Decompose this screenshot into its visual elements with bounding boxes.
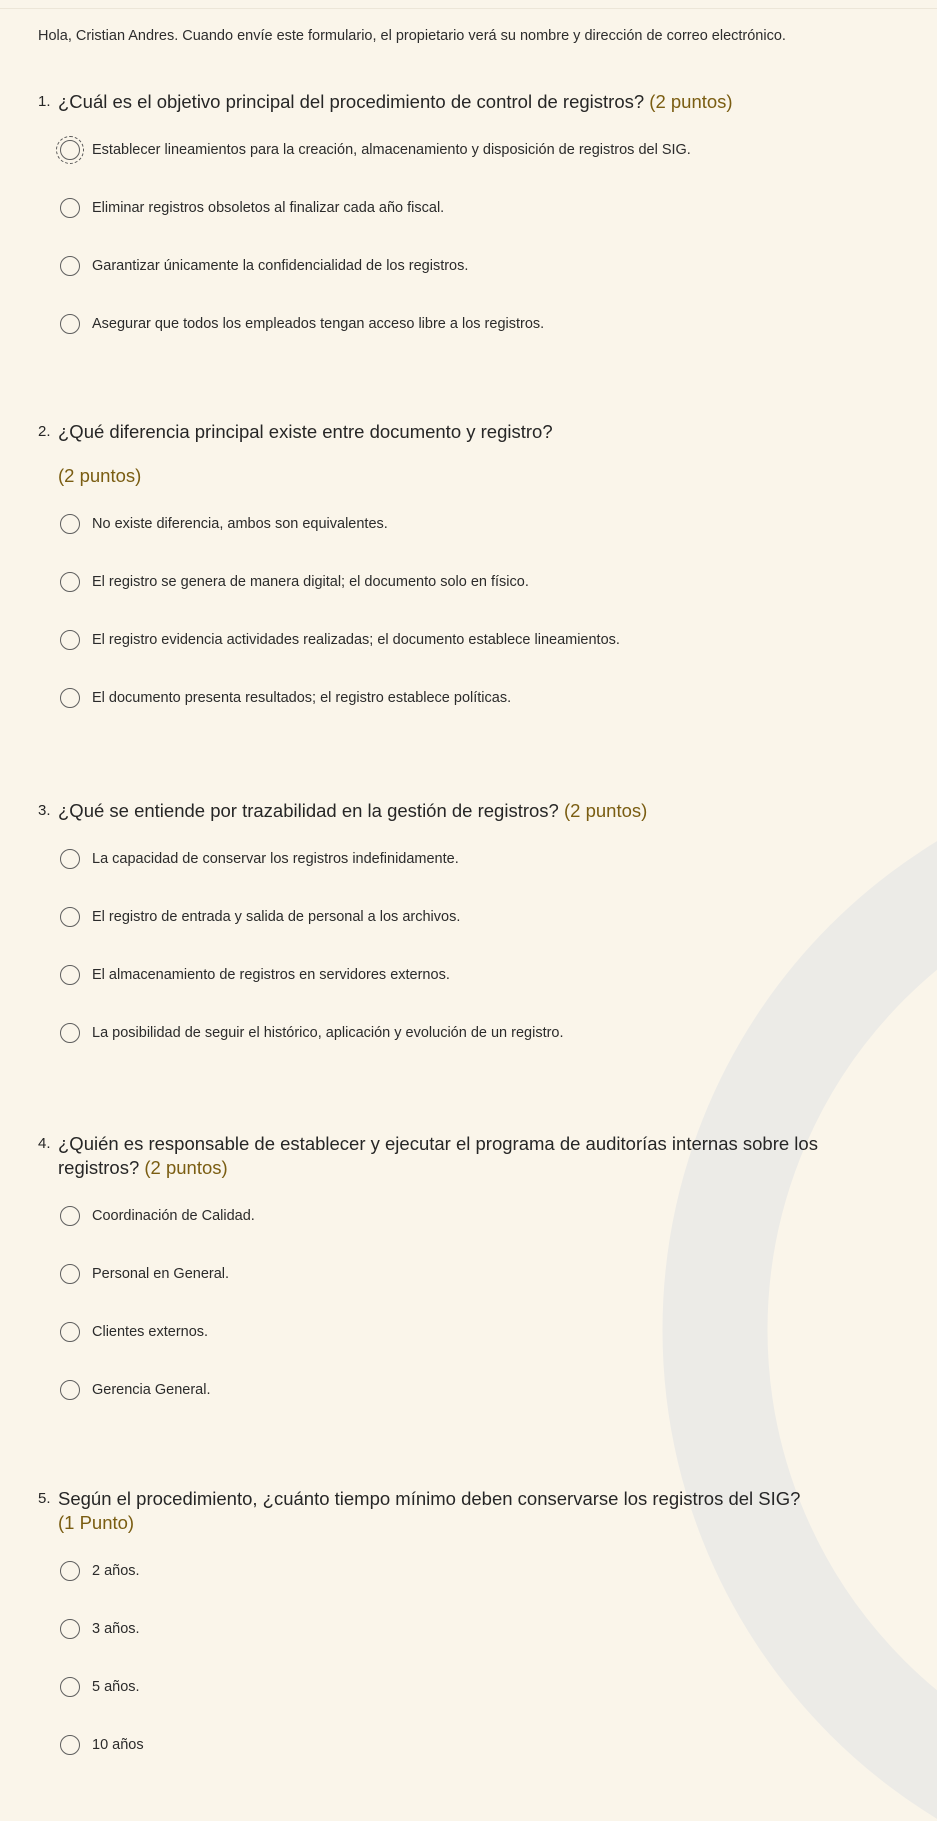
option-label: La capacidad de conservar los registros indefinidamente. xyxy=(92,850,459,867)
option-5a[interactable] xyxy=(60,1559,898,1582)
question-4 xyxy=(38,1132,898,1401)
radio-button[interactable] xyxy=(60,198,80,218)
option-5d[interactable] xyxy=(60,1733,898,1756)
option-label: El documento presenta resultados; el registro establece políticas. xyxy=(92,689,512,706)
option-label: Personal en General. xyxy=(92,1265,230,1282)
question-text: ¿Cuál es el objetivo principal del procedimiento de control de registros? xyxy=(58,91,645,112)
question-number: 4. xyxy=(38,1135,51,1152)
radio-button[interactable] xyxy=(60,256,80,276)
question-number: 1. xyxy=(38,93,51,110)
option-2a[interactable] xyxy=(60,512,898,535)
radio-button[interactable] xyxy=(60,140,80,160)
option-1a[interactable] xyxy=(60,138,898,161)
radio-button[interactable] xyxy=(60,314,80,334)
question-2 xyxy=(38,420,898,709)
radio-button[interactable] xyxy=(60,1023,80,1043)
option-1b[interactable] xyxy=(60,196,898,219)
option-label: No existe diferencia, ambos son equivalentes. xyxy=(92,515,388,532)
radio-button[interactable] xyxy=(60,1206,80,1226)
question-points: (1 Punto) xyxy=(58,1512,135,1533)
radio-button[interactable] xyxy=(60,1322,80,1342)
option-label: Eliminar registros obsoletos al finalizar cada año fiscal. xyxy=(92,199,445,216)
option-label: 10 años xyxy=(92,1736,144,1753)
option-label: El registro de entrada y salida de personal a los archivos. xyxy=(92,908,461,925)
radio-button[interactable] xyxy=(60,572,80,592)
question-5-options xyxy=(38,1559,898,1756)
option-3a[interactable] xyxy=(60,847,898,870)
option-label: Establecer lineamientos para la creación, almacenamiento y disposición de registros del SIG. xyxy=(92,141,691,158)
question-2-title xyxy=(38,420,898,488)
option-4b[interactable] xyxy=(60,1262,898,1285)
radio-button[interactable] xyxy=(60,1264,80,1284)
radio-button[interactable] xyxy=(60,1619,80,1639)
option-3b[interactable] xyxy=(60,905,898,928)
question-text: ¿Qué se entiende por trazabilidad en la gestión de registros? xyxy=(58,800,559,821)
option-label: El registro se genera de manera digital; el documento solo en físico. xyxy=(92,573,529,590)
option-label: Gerencia General. xyxy=(92,1381,211,1398)
option-label: La posibilidad de seguir el histórico, aplicación y evolución de un registro. xyxy=(92,1024,564,1041)
option-label: Coordinación de Calidad. xyxy=(92,1207,255,1224)
option-2d[interactable] xyxy=(60,686,898,709)
radio-button[interactable] xyxy=(60,1380,80,1400)
radio-button[interactable] xyxy=(60,1561,80,1581)
question-1-title xyxy=(38,90,898,114)
radio-button[interactable] xyxy=(60,965,80,985)
question-points: (2 puntos) xyxy=(58,465,142,486)
option-5b[interactable] xyxy=(60,1617,898,1640)
question-text: ¿Quién es responsable de establecer y ejecutar el programa de auditorías internas sobre los registros? xyxy=(58,1133,818,1178)
option-label: Garantizar únicamente la confidencialidad de los registros. xyxy=(92,257,469,274)
question-number: 5. xyxy=(38,1490,51,1507)
question-1 xyxy=(38,90,898,335)
option-label: 2 años. xyxy=(92,1562,140,1579)
radio-button[interactable] xyxy=(60,907,80,927)
top-divider xyxy=(0,8,937,9)
owner-notice: Hola, Cristian Andres. Cuando envíe este formulario, el propietario verá su nombre y dirección de correo electrónico. xyxy=(38,28,786,44)
question-3-options xyxy=(38,847,898,1044)
option-1d[interactable] xyxy=(60,312,898,335)
option-4d[interactable] xyxy=(60,1378,898,1401)
question-2-options xyxy=(38,512,898,709)
option-3c[interactable] xyxy=(60,963,898,986)
question-points: (2 puntos) xyxy=(563,800,648,821)
question-5 xyxy=(38,1487,898,1756)
question-points: (2 puntos) xyxy=(144,1157,228,1178)
option-4a[interactable] xyxy=(60,1204,898,1227)
option-3d[interactable] xyxy=(60,1021,898,1044)
option-2c[interactable] xyxy=(60,628,898,651)
question-3-title xyxy=(38,799,898,823)
radio-button[interactable] xyxy=(60,688,80,708)
option-label: Clientes externos. xyxy=(92,1323,209,1340)
option-label: El registro evidencia actividades realizadas; el documento establece lineamientos. xyxy=(92,631,620,648)
question-number: 3. xyxy=(38,802,51,819)
option-label: El almacenamiento de registros en servidores externos. xyxy=(92,966,450,983)
option-label: 3 años. xyxy=(92,1620,140,1637)
radio-button[interactable] xyxy=(60,1735,80,1755)
radio-button[interactable] xyxy=(60,630,80,650)
question-points: (2 puntos) xyxy=(649,91,733,112)
question-4-title xyxy=(38,1132,898,1180)
question-number: 2. xyxy=(38,423,51,440)
question-text: Según el procedimiento, ¿cuánto tiempo mínimo deben conservarse los registros del SIG? xyxy=(58,1488,801,1509)
question-3 xyxy=(38,799,898,1044)
radio-button[interactable] xyxy=(60,1677,80,1697)
question-1-options xyxy=(38,138,898,335)
option-2b[interactable] xyxy=(60,570,898,593)
option-label: Asegurar que todos los empleados tengan acceso libre a los registros. xyxy=(92,315,545,332)
radio-button[interactable] xyxy=(60,849,80,869)
radio-button[interactable] xyxy=(60,514,80,534)
option-4c[interactable] xyxy=(60,1320,898,1343)
question-text: ¿Qué diferencia principal existe entre documento y registro? xyxy=(58,421,553,442)
option-5c[interactable] xyxy=(60,1675,898,1698)
option-1c[interactable] xyxy=(60,254,898,277)
question-5-title xyxy=(38,1487,898,1535)
question-4-options xyxy=(38,1204,898,1401)
option-label: 5 años. xyxy=(92,1678,140,1695)
